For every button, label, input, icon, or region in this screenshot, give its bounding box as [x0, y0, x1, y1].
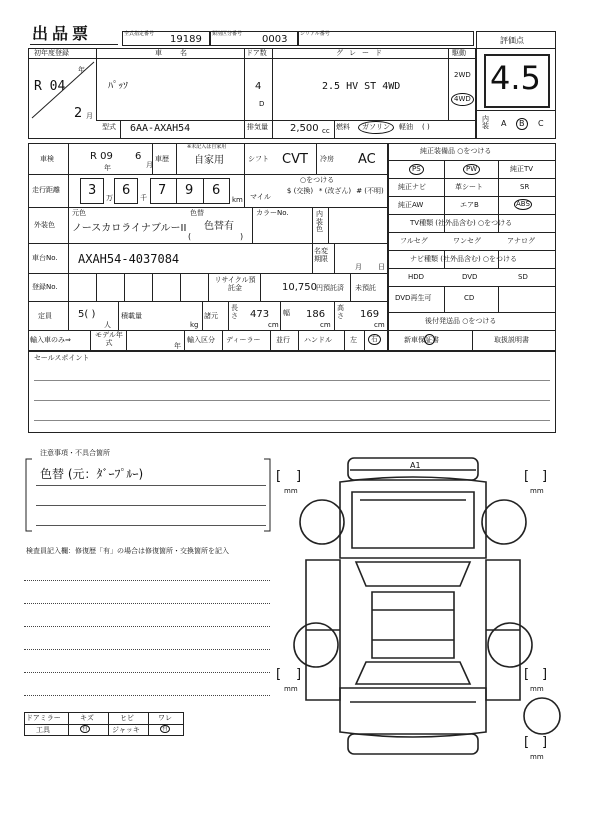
- shaken-month-unit: 月: [146, 161, 153, 169]
- capacity-value: 5( ): [78, 309, 96, 320]
- reg-label: 登録No.: [32, 283, 58, 291]
- mileage-mile: マイル: [250, 193, 271, 201]
- expiry-day: 日: [378, 263, 385, 271]
- row-line-a: [28, 174, 388, 175]
- mileage-km: km: [232, 196, 243, 204]
- equip-tv: 純正TV: [510, 165, 534, 173]
- inspector-line-6: [24, 695, 270, 696]
- row-line-f: [28, 330, 388, 331]
- expiry-label: 名変期限: [314, 247, 328, 263]
- shift-line: [244, 143, 245, 174]
- reg-cell-4: [180, 273, 181, 301]
- reg-cell-5: [208, 273, 209, 301]
- mileage-circle-note: ○をつける: [300, 176, 335, 184]
- notes-text: 色替 (元：ﾀﾞｰﾌﾟﾙｰ): [40, 467, 144, 481]
- label-col-line: [68, 143, 69, 330]
- capacity-label: 定員: [38, 312, 52, 320]
- import-line-7: [344, 330, 345, 351]
- shaken-year: R 09: [90, 151, 113, 162]
- first-reg-month-unit: 月: [86, 112, 93, 120]
- interior-divider: [476, 110, 556, 111]
- import-dealer: ディーラー: [226, 336, 261, 344]
- navi-title: ナビ種類 (社外品含む) ○をつける: [410, 255, 518, 263]
- mileage-digit-2: 6: [122, 183, 131, 198]
- mileage-digit-1: 3: [88, 183, 97, 198]
- color-no-line: [252, 207, 253, 243]
- damage-mark-a1: A1: [410, 461, 421, 470]
- grade-label: グレード: [336, 49, 388, 57]
- mileage-unknown: # (不明): [356, 187, 384, 195]
- fuel-diesel: 軽油: [399, 123, 413, 131]
- notes-line-2: [36, 505, 266, 506]
- displacement-val-line: [272, 120, 273, 139]
- bracket-rr-close: ]: [542, 667, 548, 682]
- dims-label: 諸元: [204, 312, 218, 320]
- recycle-val-line: [260, 273, 261, 301]
- color-no-label: カラーNo.: [256, 209, 289, 217]
- recycle-value: 10,750: [282, 282, 317, 293]
- shift-label: シフト: [248, 155, 269, 163]
- bracket-fr-close: ]: [542, 469, 548, 484]
- equip-line-5: [388, 232, 556, 233]
- bracket-spare-close: ]: [542, 735, 548, 750]
- doors-value: 4: [255, 81, 262, 92]
- equip-col-2c: [498, 286, 499, 312]
- grade-value: 2.5 HV ST 4WD: [322, 81, 401, 92]
- handle-label: ハンドル: [304, 336, 332, 344]
- equip-col-1c: [444, 286, 445, 312]
- tv-title: TV種類 (社外品含む) ○をつける: [410, 219, 513, 227]
- int-color-line: [312, 207, 313, 243]
- displacement-line: [244, 120, 245, 139]
- bracket-fl-close: ]: [296, 469, 302, 484]
- mileage-swap: $ (交換): [286, 187, 314, 195]
- recycle-none-line: [350, 273, 351, 301]
- height-unit: cm: [374, 321, 385, 329]
- width-label: 幅: [283, 309, 290, 317]
- equip-line-1: [388, 160, 556, 161]
- mileage-digit-3: 7: [158, 183, 167, 198]
- length-label: 長さ: [231, 304, 238, 320]
- sales-line-3: [34, 420, 550, 421]
- mileage-sep-2: [203, 178, 204, 204]
- reg-cell-3: [152, 273, 153, 301]
- tv-oneseg: ワンセグ: [453, 237, 481, 245]
- equip-sr: SR: [520, 183, 530, 191]
- import-parallel: 並行: [276, 336, 290, 344]
- equip-navi: 純正ナビ: [398, 183, 426, 191]
- fuel-label: 燃料: [336, 123, 350, 131]
- legend-jack-yes: 有: [162, 725, 169, 732]
- legend-mirror: ドアミラー: [26, 714, 61, 722]
- equip-line-8: [388, 286, 556, 287]
- row-line-b: [28, 207, 388, 208]
- legend-mid: [24, 724, 184, 725]
- expiry-line: [312, 243, 313, 273]
- equip-col-after: [472, 330, 473, 351]
- usage-label: 車歴: [155, 155, 169, 163]
- first-reg-month: 2: [74, 106, 83, 121]
- model-year-label: モデル年式: [95, 331, 123, 347]
- equip-title: 純正装備品 ○をつける: [420, 147, 492, 155]
- usage-note: ※未記入は自家用: [187, 144, 227, 150]
- width-unit: cm: [320, 321, 331, 329]
- mileage-digit-4: 9: [185, 183, 194, 198]
- tread-rr-mm: mm: [530, 685, 544, 693]
- inspector-line-4: [24, 649, 270, 650]
- tv-fullseg: フルセグ: [400, 237, 428, 245]
- interior-label: 内装: [482, 115, 489, 130]
- drive-4wd-circled: 4WD: [451, 93, 474, 106]
- tread-fl-mm: mm: [284, 487, 298, 495]
- import-line-6: [298, 330, 299, 351]
- sales-line-1: [34, 380, 550, 381]
- inspector-note: 検査員記入欄：修復歴「有」の場合は修復箇所・交換箇所を記入: [26, 547, 229, 555]
- score-label: 評価点: [500, 36, 524, 45]
- model-row-line: [96, 120, 476, 121]
- equip-line-3: [388, 196, 556, 197]
- class-label: 類別区分番号: [212, 31, 243, 37]
- legend-col-2: [108, 712, 109, 736]
- navi-sd: SD: [518, 273, 528, 281]
- inspector-line-5: [24, 672, 270, 673]
- equip-pw-circled: PW: [463, 164, 480, 175]
- import-line-5: [270, 330, 271, 351]
- import-label: 輸入車のみ⇒: [30, 336, 71, 344]
- exterior-label: 外装色: [34, 221, 55, 229]
- model-label-line: [120, 120, 121, 139]
- bracket-rl-close: ]: [296, 667, 302, 682]
- hei-line: [334, 301, 335, 330]
- doors-label: ドア数: [246, 49, 267, 57]
- chassis-label: 車台No.: [32, 254, 58, 262]
- mileage-tamper: * (改ざん): [318, 187, 352, 195]
- first-reg-era: R 04: [34, 79, 66, 94]
- shaken-month: 6: [135, 151, 142, 162]
- legend-break: ワレ: [158, 714, 172, 722]
- lot-number: 19189: [170, 34, 202, 45]
- equip-line-4: [388, 214, 556, 215]
- equip-ps-circled: PS: [409, 164, 424, 175]
- tv-analog: アナログ: [507, 237, 535, 245]
- after-manual: 取扱説明書: [494, 336, 529, 344]
- import-line-1: [90, 330, 91, 351]
- mileage-sep-1: [176, 178, 177, 204]
- equip-airbag: エアB: [460, 201, 479, 209]
- inspector-line-3: [24, 626, 270, 627]
- equip-line-9: [388, 312, 556, 313]
- fuel-other: ( ): [422, 123, 430, 131]
- interior-color-label: 内装色: [316, 210, 323, 234]
- reg-cell-2: [124, 273, 125, 301]
- tread-rl-mm: mm: [284, 685, 298, 693]
- capacity-unit: 人: [104, 321, 111, 329]
- equip-line-6: [388, 250, 556, 251]
- shaken-line: [152, 143, 153, 174]
- inspector-line-1: [24, 580, 270, 581]
- bracket-spare-open: [: [524, 735, 530, 750]
- legend-jack: ジャッキ: [112, 726, 140, 734]
- expiry-val-line: [334, 243, 335, 273]
- recycle-none: 未預託: [355, 284, 376, 292]
- interior-c: C: [538, 119, 544, 128]
- score-divider: [476, 48, 556, 49]
- model-label: 型式: [102, 123, 116, 131]
- load-unit: kg: [190, 321, 199, 329]
- width-value: 186: [306, 309, 326, 320]
- recycle-unit: 円預託済: [316, 284, 344, 292]
- displacement-unit: cc: [322, 127, 330, 135]
- import-line-4: [222, 330, 223, 351]
- equip-abs-circled: ABS: [516, 200, 530, 208]
- serial-label: シリアル番号: [300, 31, 330, 37]
- first-reg-label: 初年度登録: [34, 49, 69, 57]
- navi-dvd: DVD: [462, 273, 478, 281]
- len-line: [228, 301, 229, 330]
- navi-hdd: HDD: [408, 273, 425, 281]
- color-change-label: 色替: [190, 209, 204, 217]
- car-diagram: [280, 440, 570, 770]
- drive-2wd: 2WD: [454, 71, 471, 79]
- model-value: 6AA-AXAH54: [130, 123, 191, 134]
- ac-value: AC: [358, 152, 376, 167]
- import-line-3: [184, 330, 185, 351]
- after-warranty: 新車保証書: [404, 336, 439, 344]
- car-name-label: 車名: [155, 49, 205, 57]
- expiry-month: 月: [355, 263, 362, 271]
- dims-line: [202, 301, 203, 330]
- notes-title: 注意事項・不具合箇所: [40, 449, 110, 457]
- model-year-unit: 年: [174, 342, 181, 350]
- lot-label: 全式指定番号: [124, 31, 155, 37]
- inspector-line-2: [24, 603, 270, 604]
- dvd-cd: CD: [464, 294, 475, 302]
- col-line-3: [272, 48, 273, 120]
- fuel-line: [334, 120, 335, 139]
- displacement-label: 排気量: [247, 123, 268, 131]
- exterior-color-value: ノースカロライナブルーII: [72, 223, 187, 234]
- equip-line-2: [388, 178, 556, 179]
- legend-scratch: キズ: [80, 714, 94, 722]
- first-reg-year-unit: 年: [78, 66, 85, 74]
- chassis-value: AXAH54-4037084: [78, 252, 180, 266]
- shaken-year-unit: 年: [104, 164, 111, 172]
- sales-point-label: セールスポイント: [34, 354, 90, 362]
- bracket-rr-open: [: [524, 667, 530, 682]
- legend-col-1: [68, 712, 69, 736]
- equip-line-7: [388, 268, 556, 269]
- warranty-circle: [424, 334, 435, 345]
- legend-crack: ヒビ: [120, 714, 134, 722]
- mileage-man: 万: [106, 194, 113, 202]
- col-line-4: [448, 48, 449, 120]
- dvd-play: DVD再生可: [395, 294, 432, 302]
- usage-value: 自家用: [194, 155, 224, 166]
- height-label: 高さ: [337, 304, 344, 320]
- handle-right-circled: 右: [368, 334, 381, 345]
- legend-tools: 工具: [36, 726, 50, 734]
- usage-line: [176, 143, 177, 174]
- class-number: 0003: [262, 34, 288, 45]
- orig-color-label: 元色: [72, 209, 86, 217]
- fuel-gasoline-circled: ガソリン: [358, 121, 394, 134]
- bracket-fr-open: [: [524, 469, 530, 484]
- car-name: ﾊﾟｯｿ: [108, 81, 128, 92]
- shift-value: CVT: [282, 152, 308, 167]
- height-value: 169: [360, 309, 380, 320]
- length-value: 473: [250, 309, 270, 320]
- length-unit: cm: [268, 321, 279, 329]
- int-color-val-line: [328, 207, 329, 243]
- equip-leather: 革シート: [455, 183, 483, 191]
- bracket-fl-open: [: [276, 469, 282, 484]
- wid-line: [280, 301, 281, 330]
- doors-d: D: [259, 100, 265, 108]
- reg-cell-1: [96, 273, 97, 301]
- tread-spare-mm: mm: [530, 753, 544, 761]
- interior-b-circled: B: [516, 118, 528, 130]
- notes-line-3: [36, 525, 266, 526]
- legend-col-3: [148, 712, 149, 736]
- ac-label: 冷房: [320, 155, 334, 163]
- legend-tools-yes: 有: [82, 725, 89, 732]
- after-title: 後付発送品 ○をつける: [425, 317, 497, 325]
- import-line-8: [364, 330, 365, 351]
- sales-line-2: [34, 400, 550, 401]
- tread-fr-mm: mm: [530, 487, 544, 495]
- mileage-opt-line: [244, 174, 245, 207]
- color-change-value: 色替有: [204, 221, 234, 232]
- interior-a: A: [501, 119, 507, 128]
- drive-label: 駆動: [452, 49, 466, 57]
- recycle-label: リサイクル預託金: [214, 276, 256, 292]
- title-underline: [30, 44, 118, 45]
- sheet-title: 出品票: [32, 24, 93, 43]
- mileage-label: 走行距離: [32, 186, 60, 194]
- load-line: [118, 301, 119, 330]
- displacement-value: 2,500: [290, 123, 319, 134]
- bracket-rl-open: [: [276, 667, 282, 682]
- color-paren-open: (: [188, 232, 192, 241]
- color-paren-close: ): [240, 232, 244, 241]
- ac-line: [316, 143, 317, 174]
- mileage-digit-5: 6: [212, 183, 221, 198]
- import-class-label: 輸入区分: [187, 336, 215, 344]
- handle-left: 左: [350, 336, 357, 344]
- import-line-2: [126, 330, 127, 351]
- notes-line-1: [36, 485, 266, 486]
- shaken-label: 車検: [40, 155, 54, 163]
- equip-aw: 純正AW: [398, 201, 424, 209]
- score-value: 4.5: [490, 59, 541, 97]
- col-line-2: [244, 48, 245, 120]
- mileage-sen: 千: [140, 194, 147, 202]
- load-label: 積載量: [121, 312, 142, 320]
